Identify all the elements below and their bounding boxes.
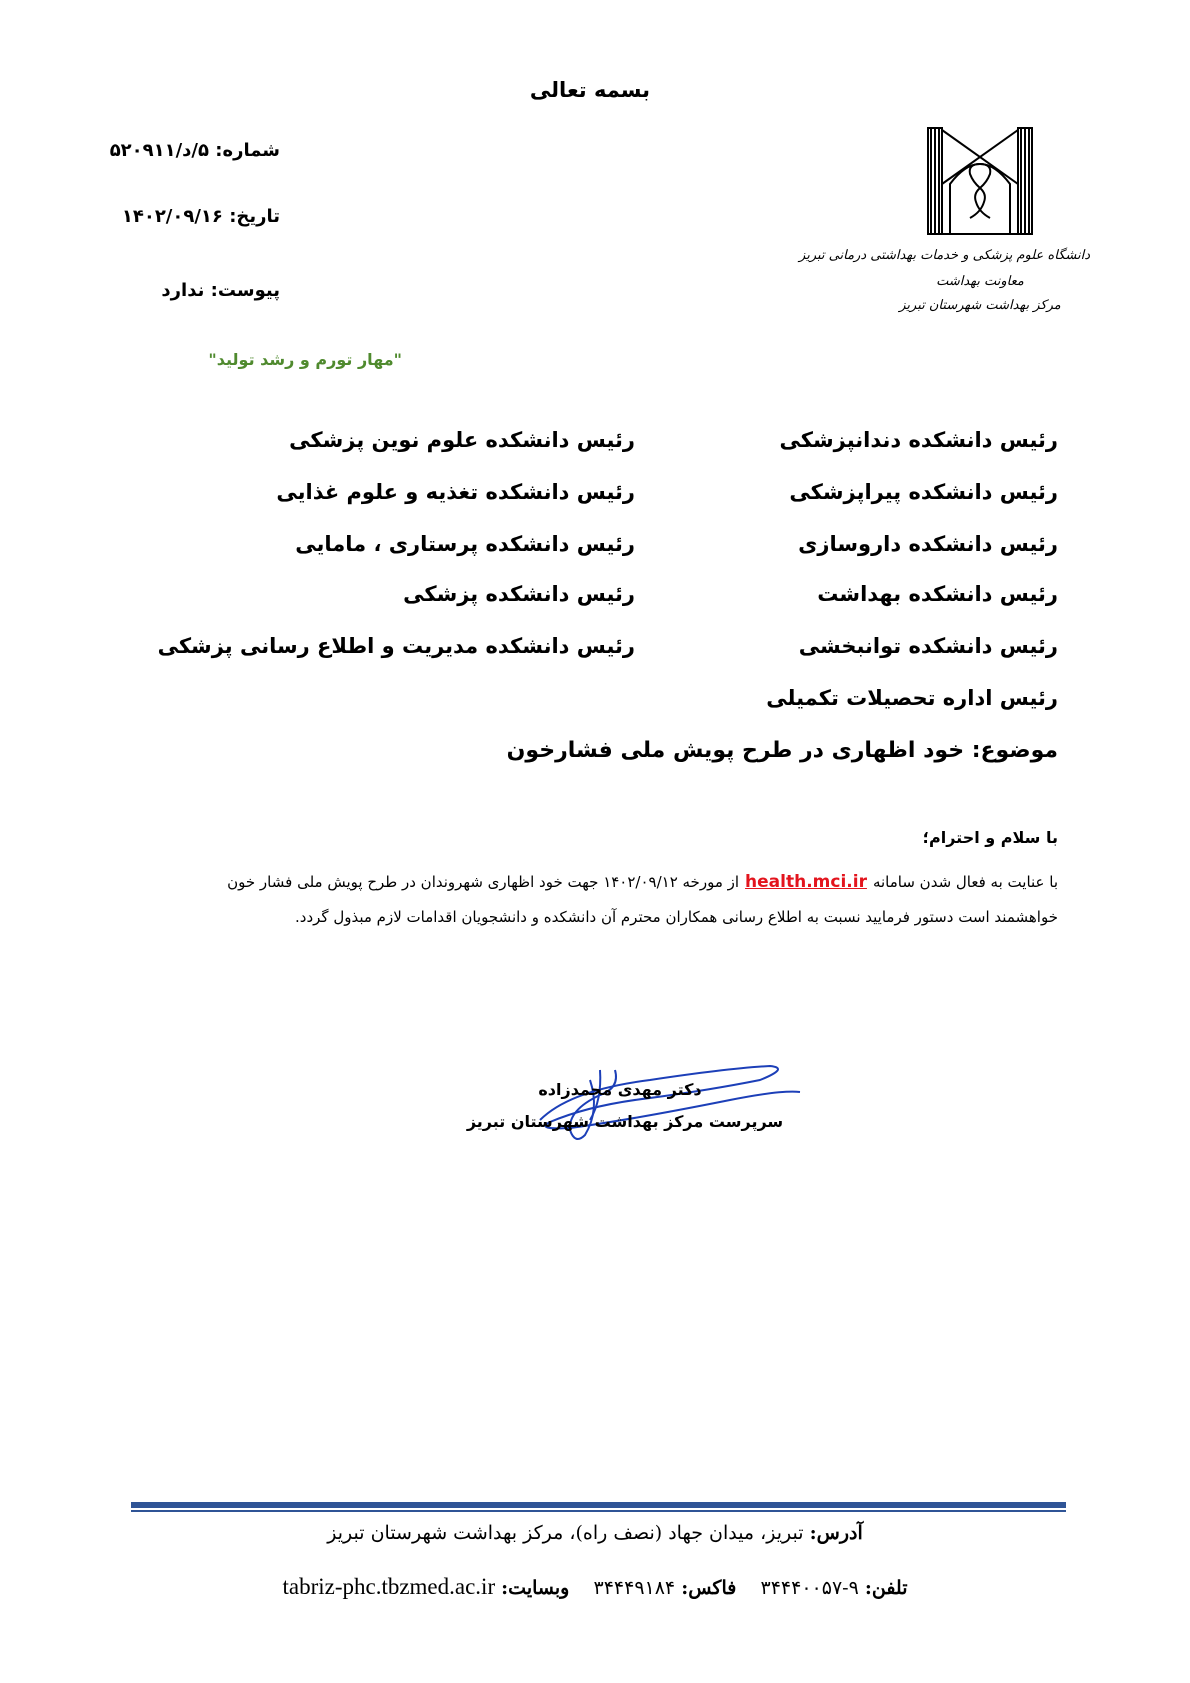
fax-label: فاکس:: [681, 1577, 737, 1599]
recipient: رئیس دانشکده داروسازی: [798, 532, 1058, 556]
slogan: "مهار تورم و رشد تولید": [208, 350, 402, 369]
greeting: با سلام و احترام؛: [922, 828, 1058, 847]
recipient: رئیس دانشکده علوم نوین پزشکی: [289, 428, 635, 452]
letter-attachment: [161, 280, 280, 301]
fax-value: ۳۴۴۴۹۱۸۴: [593, 1577, 676, 1599]
body-text: از مورخه ۱۴۰۲/۰۹/۱۲ جهت خود اظهاری شهروندان در طرح پویش ملی فشار خون: [227, 873, 740, 891]
university-logo: [799, 124, 1090, 344]
recipient: رئیس دانشکده پرستاری ، مامایی: [295, 532, 635, 556]
letter-number-value: ۵/د/۵۲۰۹۱۱: [109, 140, 209, 161]
logo-university-name: دانشگاه علوم پزشکی و خدمات بهداشتی درمانی تبریز: [799, 248, 1090, 263]
footer-divider-thin: [131, 1510, 1066, 1512]
logo-department: معاونت بهداشت: [936, 274, 1024, 289]
book-emblem-icon: [880, 124, 1080, 244]
health-portal-link[interactable]: health.mci.ir: [745, 872, 867, 892]
address-value: تبریز، میدان جهاد (نصف راه)، مرکز بهداشت شهرستان تبریز: [327, 1522, 804, 1544]
recipient: رئیس دانشکده پزشکی: [403, 582, 635, 606]
recipient: رئیس دانشکده توانبخشی: [798, 634, 1058, 658]
signatory-title: سرپرست مرکز بهداشت شهرستان تبریز: [466, 1112, 784, 1131]
letter-attachment-value: ندارد: [161, 280, 205, 301]
phone-label: تلفن:: [864, 1577, 908, 1599]
recipient: رئیس دانشکده تغذیه و علوم غذایی: [276, 480, 635, 504]
recipient: رئیس دانشکده دندانپزشکی: [779, 428, 1058, 452]
letter-date: [122, 206, 280, 227]
recipient: رئیس دانشکده بهداشت: [817, 582, 1058, 606]
signature-scribble-icon: [530, 1050, 810, 1150]
document-heading: بسمه تعالی: [529, 78, 651, 102]
recipient: رئیس دانشکده پیراپزشکی: [789, 480, 1058, 504]
website-link[interactable]: tabriz-phc.tbzmed.ac.ir: [282, 1574, 496, 1599]
logo-center: مرکز بهداشت شهرستان تبریز: [899, 298, 1061, 313]
letter-number-label: شماره:: [215, 140, 280, 161]
letter-attachment-label: پیوست:: [210, 280, 280, 301]
footer-divider: [131, 1502, 1066, 1508]
letter-number: [110, 140, 280, 161]
letter-date-label: تاریخ:: [229, 206, 280, 227]
footer-contact: [0, 1574, 1190, 1600]
subject-line: موضوع: خود اظهاری در طرح پویش ملی فشارخون: [506, 738, 1058, 763]
recipient: رئیس دانشکده مدیریت و اطلاع رسانی پزشکی: [157, 634, 635, 658]
address-label: آدرس:: [809, 1522, 863, 1544]
body-paragraph-line-2: خواهشمند است دستور فرمایید نسبت به اطلاع رسانی همکاران محترم آن دانشکده و دانشجویان اقدامات لازم مبذول گردد.: [295, 908, 1058, 926]
body-text: با عنایت به فعال شدن سامانه: [872, 873, 1058, 891]
footer-address: [0, 1522, 1190, 1544]
recipient: رئیس اداره تحصیلات تکمیلی: [766, 686, 1058, 710]
website-label: وبسایت:: [501, 1577, 570, 1599]
letter-date-value: ۱۴۰۲/۰۹/۱۶: [121, 206, 223, 227]
body-paragraph-line-1: [227, 872, 1058, 892]
phone-value: ۹-۳۴۴۴۰۰۵۷: [760, 1577, 859, 1599]
signatory-name: دکتر مهدی محمدزاده: [538, 1080, 702, 1099]
